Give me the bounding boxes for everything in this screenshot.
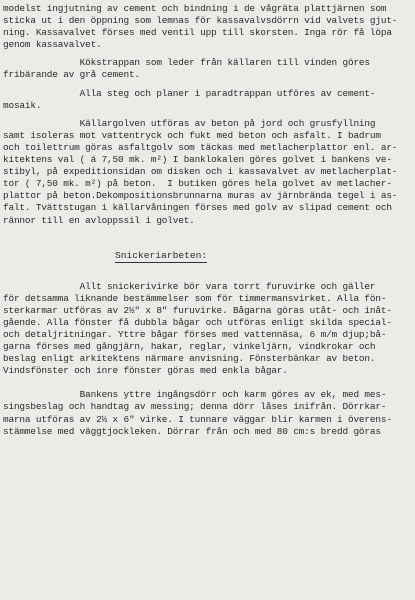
text-line: och toilettrum göras asfaltgolv som täckas med metlacherplattor enl. ar- [3,141,398,153]
text-line: Bankens yttre ingångsdörr och karm göres av ek, med mes- [3,389,387,401]
text-line: rännor till en avloppssil i golvet. [3,214,195,226]
text-line: Kökstrappan som leder från källaren till vinden göres [3,57,370,69]
text-line: stämmelse med väggtjockleken. Dörrar från och med 80 cm:s bredd göras [3,425,381,437]
text-line: samt isoleras mot vattentryck och fukt med beton och asfalt. I badrum [3,129,381,141]
text-line: genom kassavalvet. [3,39,102,51]
text-line: sterkarmar utföras av 2½" x 8" furuvirke. Bågarna göras utåt- och inåt- [3,304,392,316]
text-line: Källargolven utföras av beton på jord och grusfyllning [3,117,376,129]
paragraph-joinery [3,281,409,378]
text-line: plattor på beton.Dekompositionsbrunnarna muras av järnbrända tegel i as- [3,190,398,202]
text-line: Alla steg och planer i paradtrappan utföres av cement- [3,87,376,99]
text-line: marna utföras av 2½ x 6" virke. I tunnare väggar blir karmen i överens- [3,413,392,425]
text-line: modelst ingjutning av cement och bindning i de vågräta plattjärnen som [3,3,387,14]
text-line: Allt snickerivirke bör vara torrt furuvirke och gäller [3,280,376,292]
text-line: singsbeslag och handtag av messing; denna dörr låses inifrån. Dörrkar- [3,401,387,413]
text-line: för detsamma liknande bestämmelser som för timmermansvirket. Alla fön- [3,292,387,304]
text-line: sticka ut i den öppning som lemnas för kassavalvsdörrn vid valvets gjut- [3,15,398,27]
section-heading-row [3,245,409,263]
text-line: och detaljritningar. Yttre bågar förses med vattennäsa, 6 m/m djup;bå- [3,328,387,340]
text-line: gående. Alla fönster få dubbla bågar och utföras enligt skilda special- [3,316,392,328]
paragraph-parade-stair [3,88,409,112]
text-line: mosaik. [3,99,42,111]
text-line: beslag enligt arkitektens närmare anvisning. Fönsterbänkar av beton. [3,353,376,365]
text-line: garna förses med gångjärn, hakar, reglar, vinkeljärn, vindkrokar och [3,341,376,353]
paragraph-cellar-floors [3,118,409,227]
section-heading: Snickeriarbeten: [115,249,208,261]
text-line: stibyl, på expeditionsidan om disken och i kassavalvet av metlacherplat- [3,166,398,178]
paragraph-vault [3,3,409,51]
text-line: fribärande av grå cement. [3,69,140,81]
text-line: kitektens val ( á 7,50 mk. m²) I banklokalen göres golvet i bankens ve- [3,154,392,166]
text-line: Vindsfönster och inre fönster göras med enkla bågar. [3,365,288,377]
text-line: falt. Tvättstugan i källarvåningen förses med golv av slipad cement och [3,202,392,214]
text-line: tor ( 7,50 mk. m²) på beton. I butiken göres hela golvet av metlacher- [3,178,392,190]
paragraph-doors [3,389,409,437]
paragraph-kitchen-stair [3,57,409,81]
text-line: ning. Kassavalvet förses med ventil upp till skorsten. Inga rör få löpa [3,27,392,39]
